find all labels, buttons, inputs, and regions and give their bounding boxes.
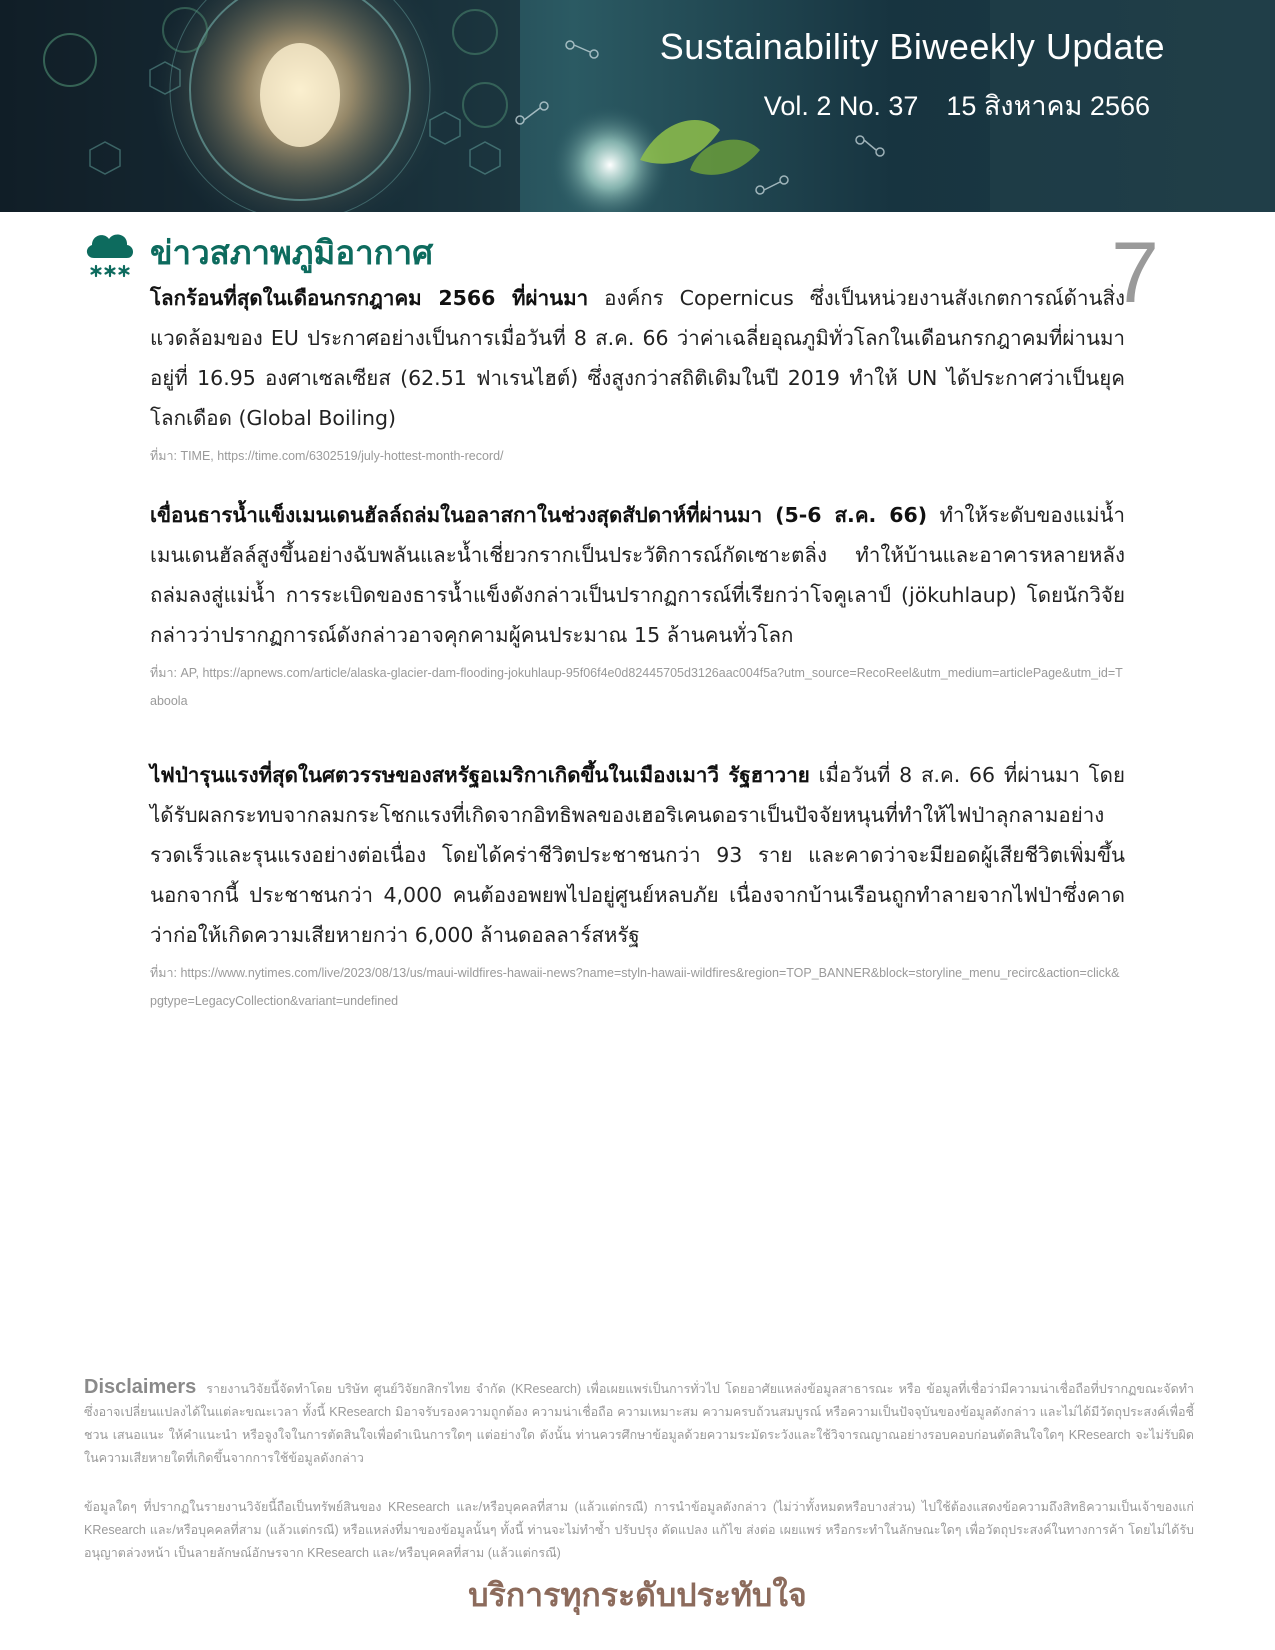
issue-volume: Vol. 2 No. 37 bbox=[763, 91, 919, 121]
cloud-snow-icon bbox=[82, 224, 138, 280]
issue-date: 15 สิงหาคม 2566 bbox=[946, 91, 1150, 121]
article-source: ที่มา: https://www.nytimes.com/live/2023/08/13/us/maui-wildfires-hawaii-news?name=styln-hawaii-wildfires&region=TOP_BANNER&block=storyline_menu_recirc&action=click&pgtype=LegacyCollection&variant=undefined bbox=[150, 966, 1120, 1008]
article-body: องค์กร Copernicus ซึ่งเป็นหน่วยงานสังเกตการณ์ด้านสิ่งแวดล้อมของ EU ประกาศอย่างเป็นการเมื่อวันที่ 8 ส.ค. 66 ว่าค่าเฉลี่ยอุณภูมิทั่วโลกในเดือนกรกฎาคมที่ผ่านมาอยู่ที่ 16.95 องศาเซลเซียส (62.51 ฟาเรนไฮต์) ซึ่งสูงกว่าสถิติเดิมในปี 2019 ทำให้ UN ได้ประกาศว่าเป็นยุคโลกเดือด (Global Boiling) bbox=[150, 286, 1125, 430]
news-article bbox=[150, 278, 1125, 470]
article-source: ที่มา: AP, https://apnews.com/article/alaska-glacier-dam-flooding-jokuhlaup-95f06f4e0d82445705d3126aac004f5a?utm_source=RecoReel&utm_medium=articlePage&utm_id=Taboola bbox=[150, 666, 1123, 708]
section-title: ข่าวสภาพภูมิอากาศ bbox=[150, 233, 434, 272]
news-article bbox=[150, 495, 1125, 715]
article-headline: เขื่อนธารน้ำแข็งเมนเดนฮัลล์ถล่มในอลาสกาในช่วงสุดสัปดาห์ที่ผ่านมา (5-6 ส.ค. 66) bbox=[150, 503, 928, 527]
news-article bbox=[150, 755, 1125, 1015]
issue-info bbox=[764, 84, 1150, 127]
article-body: เมื่อวันที่ 8 ส.ค. 66 ที่ผ่านมา โดยได้รับผลกระทบจากลมกระโชกแรงที่เกิดจากอิทธิพลของเฮอริเคนดอราเป็นปัจจัยหนุนที่ทำให้ไฟป่าลุกลามอย่างรวดเร็วและรุนแรงอย่างต่อเนื่อง โดยได้คร่าชีวิตประชาชนกว่า 93 ราย และคาดว่าจะมียอดผู้เสียชีวิตเพิ่มขึ้น นอกจากนี้ ประชาชนกว่า 4,000 คนต้องอพยพไปอยู่ศูนย์หลบภัย เนื่องจากบ้านเรือนถูกทำลายจากไฟป่าซึ่งคาดว่าก่อให้เกิดความเสียหายกว่า 6,000 ล้านดอลลาร์สหรัฐ bbox=[150, 763, 1125, 947]
disclaimer-title: Disclaimers bbox=[84, 1376, 197, 1398]
article-body: ทำให้ระดับของแม่น้ำเมนเดนฮัลล์สูงขึ้นอย่างฉับพลันและน้ำเชี่ยวกรากเป็นประวัติการณ์กัดเซาะตลิ่ง ทำให้บ้านและอาคารหลายหลังถล่มลงสู่แม่น้ำ การระเบิดของธารน้ำแข็งดังกล่าวเป็นปรากฏการณ์ที่เรียกว่าโจคูเลาป์ (jökuhlaup) โดยนักวิจัยกล่าวว่าปรากฏการณ์ดังกล่าวอาจคุกคามผู้คนประมาณ 15 ล้านคนทั่วโลก bbox=[150, 503, 1126, 647]
article-source: ที่มา: TIME, https://time.com/6302519/july-hottest-month-record/ bbox=[150, 449, 504, 463]
article-text bbox=[150, 278, 1125, 438]
section-header bbox=[82, 224, 782, 280]
article-text bbox=[150, 755, 1125, 955]
newsletter-title: Sustainability Biweekly Update bbox=[659, 26, 1165, 67]
disclaimer-text: รายงานวิจัยนี้จัดทำโดย บริษัท ศูนย์วิจัยกสิกรไทย จำกัด (KResearch) เพื่อเผยแพร่เป็นการทั่วไป โดยอาศัยแหล่งข้อมูลสาธารณะ หรือ ข้อมูลที่เชื่อว่ามีความน่าเชื่อถือที่ปรากฏขณะจัดทำ ซึ่งอาจเปลี่ยนแปลงได้ในแต่ละขณะเวลา ทั้งนี้ KResearch มิอาจรับรองความถูกต้อง ความน่าเชื่อถือ ความเหมาะสม ความครบถ้วนสมบูรณ์ หรือความเป็นปัจจุบันของข้อมูลดังกล่าว และไม่ได้มีวัตถุประสงค์เพื่อชี้ชวน เสนอแนะ ให้คำแนะนำ หรือจูงใจในการตัดสินใจเพื่อดำเนินการใดๆ แต่อย่างใด ดังนั้น ท่านควรศึกษาข้อมูลด้วยความระมัดระวังและใช้วิจารณญาณอย่างรอบคอบก่อนตัดสินใจใดๆ KResearch จะไม่รับผิดในความเสียหายใดที่เกิดขึ้นจากการใช้ข้อมูลดังกล่าว bbox=[84, 1382, 1194, 1465]
slogan: บริการทุกระดับประทับใจ bbox=[468, 1576, 807, 1614]
disclaimer-copyright: ข้อมูลใดๆ ที่ปรากฏในรายงานวิจัยนี้ถือเป็นทรัพย์สินของ KResearch และ/หรือบุคคลที่สาม (แล้วแต่กรณี) การนำข้อมูลดังกล่าว (ไม่ว่าทั้งหมดหรือบางส่วน) ไปใช้ต้องแสดงข้อความถึงสิทธิความเป็นเจ้าของแก่ KResearch และ/หรือบุคคลที่สาม (แล้วแต่กรณี) หรือแหล่งที่มาของข้อมูลนั้นๆ ทั้งนี้ ท่านจะไม่ทำซ้ำ ปรับปรุง ดัดแปลง แก้ไข ส่งต่อ เผยแพร่ หรือกระทำในลักษณะใดๆ เพื่อวัตถุประสงค์ในทางการค้า โดยไม่ได้รับอนุญาตล่วงหน้า เป็นลายลักษณ์อักษรจาก KResearch และ/หรือบุคคลที่สาม (แล้วแต่กรณี) bbox=[84, 1500, 1194, 1560]
disclaimer bbox=[84, 1376, 1194, 1470]
page-number: 7 bbox=[1111, 225, 1159, 321]
article-headline: ไฟป่ารุนแรงที่สุดในศตวรรษของสหรัฐอเมริกาเกิดขึ้นในเมืองเมาวี รัฐฮาวาย bbox=[150, 763, 810, 787]
header-banner bbox=[0, 0, 1275, 212]
article-headline: โลกร้อนที่สุดในเดือนกรกฎาคม 2566 ที่ผ่านมา bbox=[150, 286, 589, 310]
article-text bbox=[150, 495, 1125, 655]
